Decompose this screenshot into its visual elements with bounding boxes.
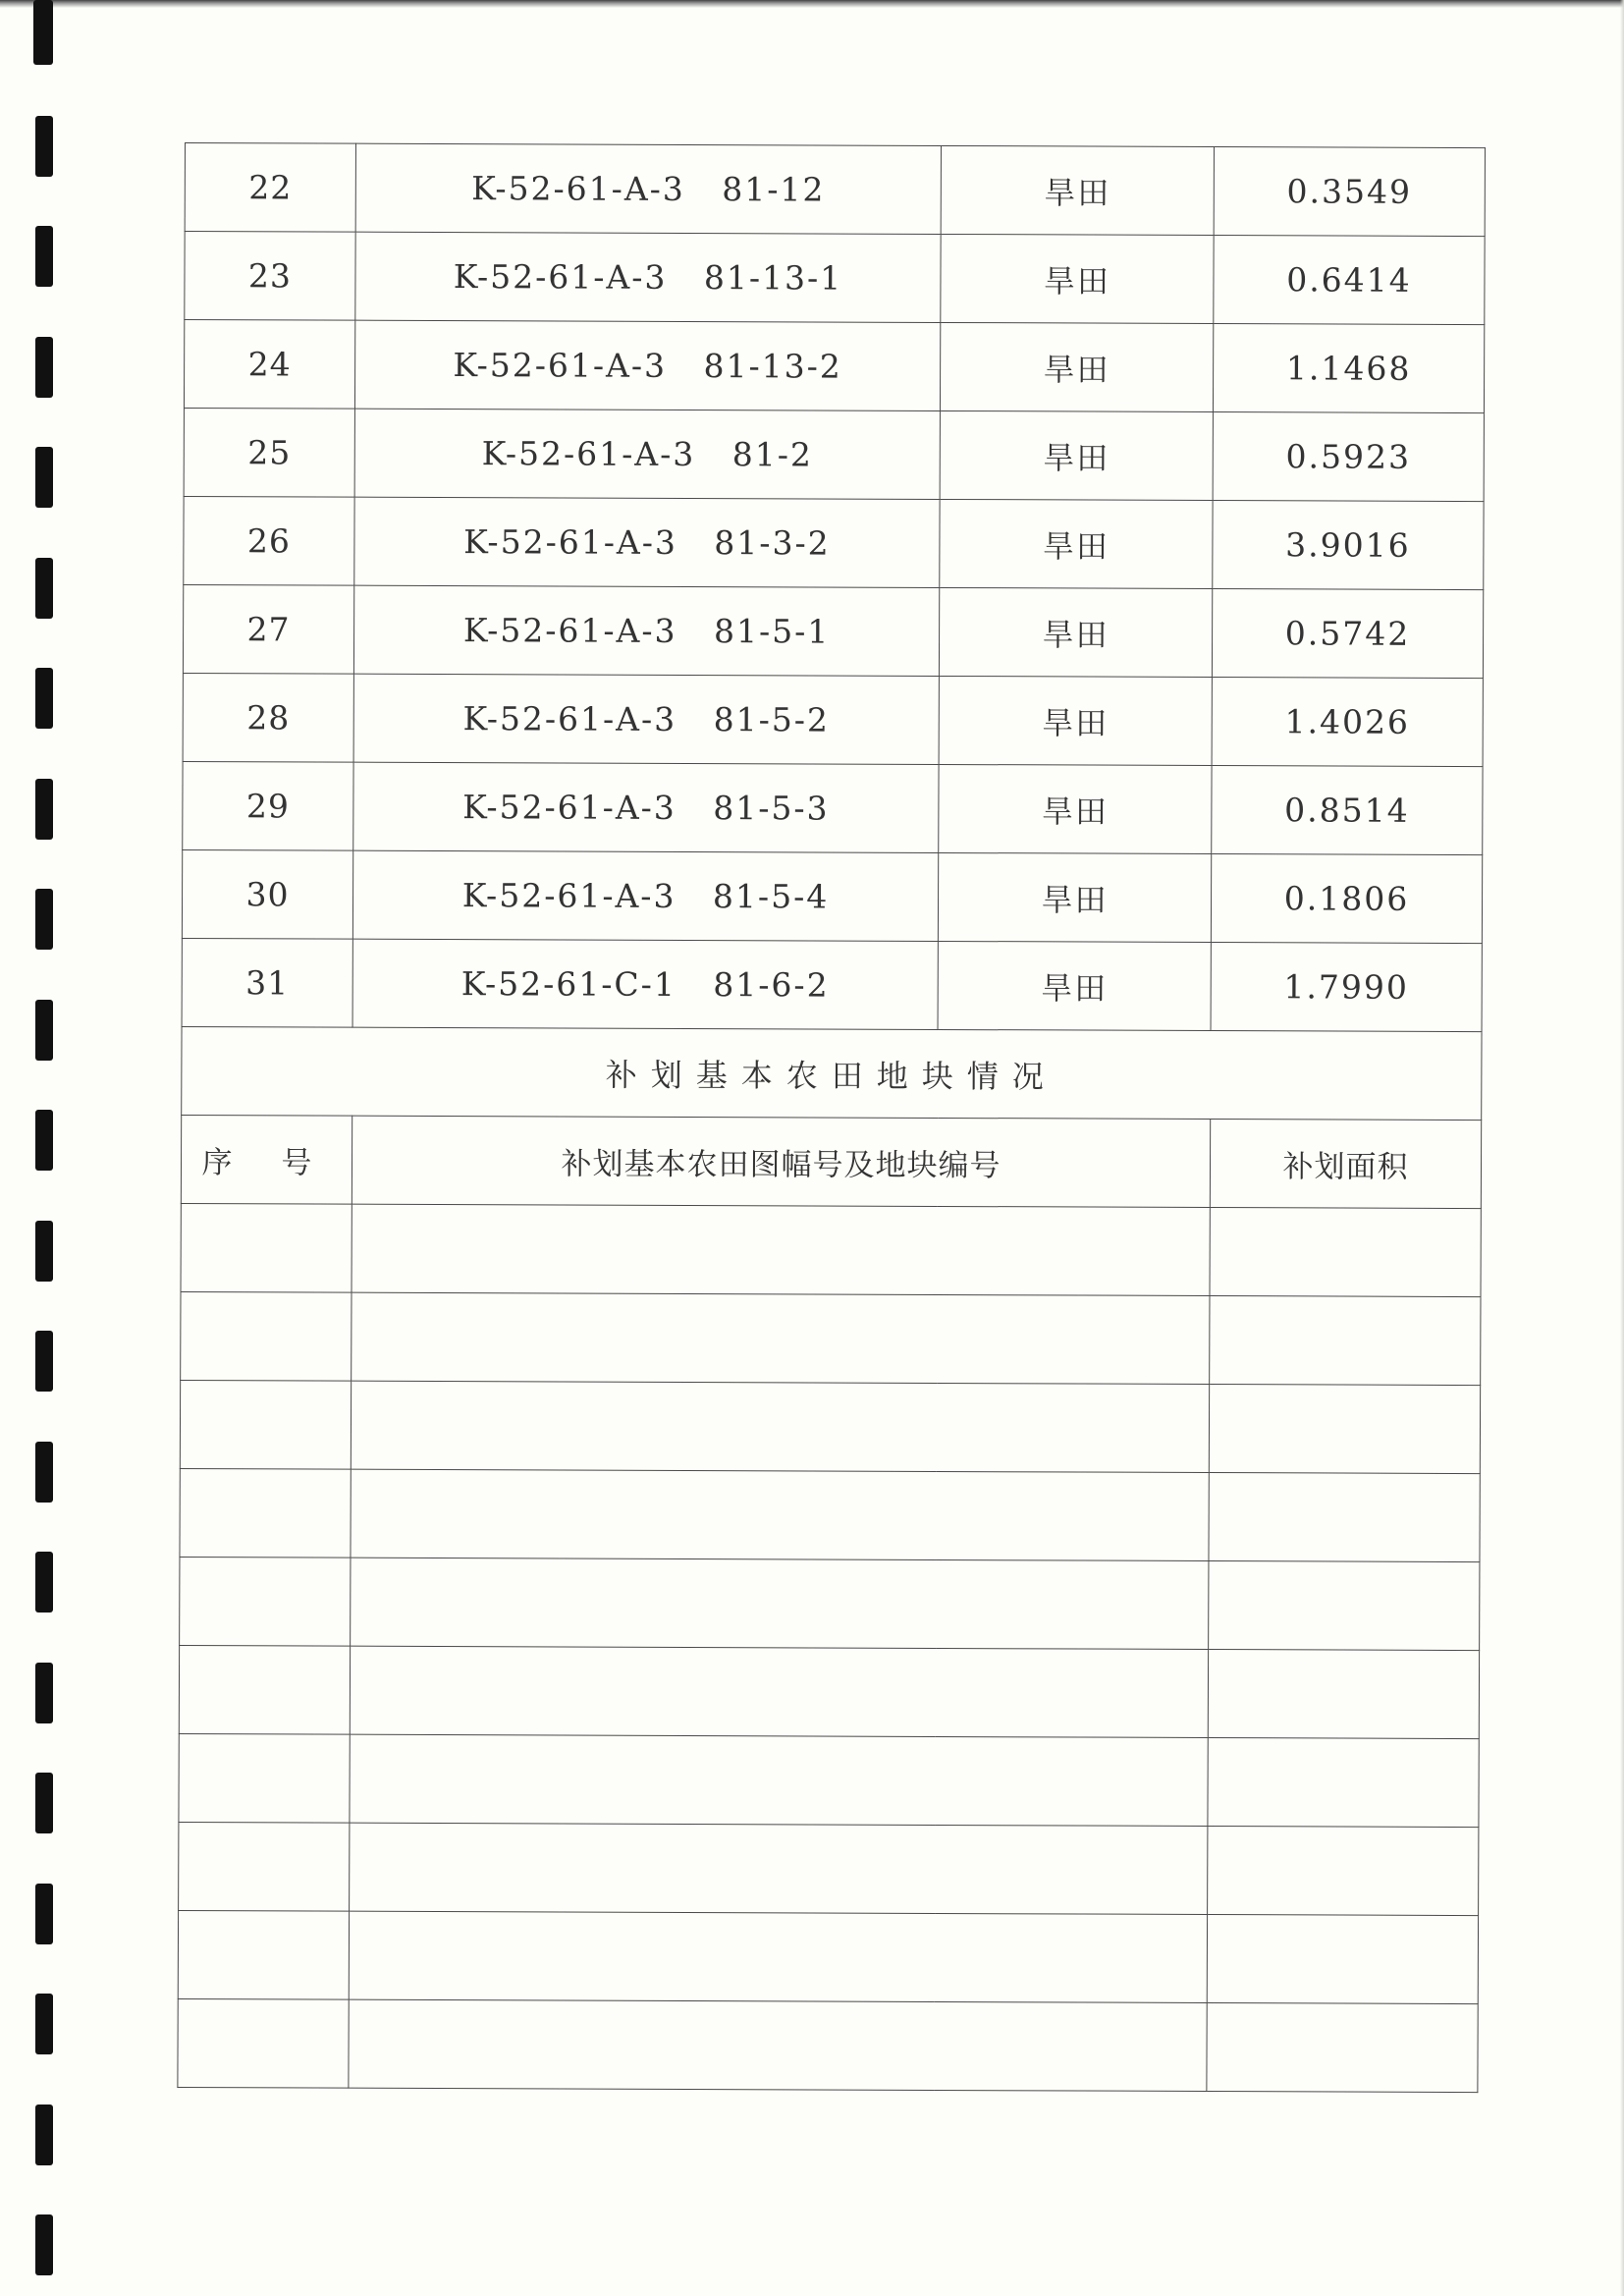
table-row: [182, 938, 1482, 1031]
page-top-edge-shadow: [0, 0, 1624, 8]
table-row: [184, 496, 1484, 589]
land-type-cell: 旱田: [941, 234, 1214, 323]
blank-cell: [1209, 1385, 1480, 1474]
header-plot-number: 补划基本农田图幅号及地块编号: [352, 1116, 1210, 1207]
blank-row: [178, 1910, 1478, 2003]
land-type-cell: 旱田: [939, 676, 1212, 765]
binding-hole: [35, 337, 53, 398]
blank-cell: [1209, 1473, 1480, 1562]
area-cell: 0.3549: [1214, 147, 1485, 237]
area-cell: 3.9016: [1213, 501, 1484, 590]
table-row: [184, 408, 1484, 501]
table-row: [184, 320, 1484, 413]
blank-cell: [350, 1823, 1208, 1914]
seq-cell: 31: [182, 938, 352, 1027]
blank-cell: [179, 1645, 350, 1734]
seq-cell: 28: [183, 673, 353, 762]
land-type-cell: 旱田: [938, 852, 1211, 942]
blank-cell: [349, 1911, 1207, 2002]
binding-hole: [35, 668, 53, 729]
blank-row: [180, 1380, 1480, 1473]
binding-hole: [35, 1110, 53, 1171]
area-cell: 0.6414: [1214, 236, 1485, 325]
binding-hole: [35, 1884, 53, 1944]
plot-number-cell: K-52-61-A-3 81-12: [355, 143, 941, 234]
header-area: 补划面积: [1210, 1120, 1481, 1209]
land-plot-table: [177, 142, 1486, 2093]
blank-row: [179, 1645, 1479, 1738]
plot-number-cell: K-52-61-A-3 81-13-1: [355, 232, 941, 322]
blank-cell: [178, 1998, 349, 2088]
binding-hole: [35, 447, 53, 508]
blank-cell: [179, 1733, 350, 1823]
plot-number-cell: K-52-61-A-3 81-5-1: [353, 585, 939, 676]
area-cell: 1.1468: [1213, 324, 1484, 413]
binding-hole: [35, 1442, 53, 1503]
seq-cell: 25: [184, 408, 354, 497]
binding-hole: [35, 1000, 53, 1061]
blank-row: [180, 1468, 1480, 1561]
land-type-cell: 旱田: [941, 145, 1214, 235]
blank-cell: [181, 1203, 352, 1292]
plot-number-cell: K-52-61-A-3 81-13-2: [354, 320, 940, 410]
blank-cell: [351, 1381, 1209, 1472]
section-title-row: [182, 1026, 1482, 1120]
seq-cell: 22: [185, 143, 355, 233]
area-cell: 1.7990: [1211, 943, 1482, 1032]
land-type-cell: 旱田: [939, 587, 1212, 677]
table-row: [185, 143, 1485, 237]
plot-number-cell: K-52-61-A-3 81-5-3: [353, 762, 939, 852]
blank-cell: [349, 1999, 1207, 2091]
blank-cell: [1208, 1738, 1479, 1828]
seq-cell: 26: [184, 496, 354, 585]
blank-cell: [1210, 1296, 1481, 1386]
blank-cell: [1208, 1827, 1479, 1916]
blank-cell: [1210, 1208, 1481, 1297]
seq-cell: 30: [182, 849, 352, 939]
section-title: 补划基本农田地块情况: [182, 1026, 1482, 1120]
page-right-edge-shadow: [1620, 0, 1624, 2296]
binding-hole: [35, 889, 53, 950]
seq-cell: 27: [183, 584, 353, 674]
plot-number-cell: K-52-61-A-3 81-2: [354, 409, 940, 499]
area-cell: 0.5742: [1212, 589, 1483, 679]
plot-number-cell: K-52-61-A-3 81-3-2: [354, 497, 940, 587]
blank-row: [179, 1822, 1479, 1915]
blank-cell: [350, 1646, 1208, 1737]
blank-row: [181, 1203, 1481, 1296]
blank-cell: [351, 1558, 1209, 1649]
land-type-cell: 旱田: [940, 499, 1213, 588]
binding-hole: [35, 1552, 53, 1613]
blank-cell: [350, 1734, 1208, 1826]
blank-cell: [1207, 1915, 1478, 2004]
table-row: [183, 761, 1483, 854]
blank-row: [179, 1733, 1479, 1827]
plot-number-cell: K-52-61-A-3 81-5-2: [353, 674, 939, 764]
area-cell: 0.8514: [1212, 766, 1483, 855]
blank-row: [180, 1557, 1480, 1650]
blank-cell: [180, 1468, 351, 1558]
binding-hole: [35, 1331, 53, 1392]
table-row: [183, 584, 1483, 678]
binding-hole: [35, 1221, 53, 1282]
binding-hole: [35, 558, 53, 619]
binding-hole: [35, 2214, 53, 2275]
binding-hole: [35, 226, 53, 287]
area-cell: 0.5923: [1213, 412, 1484, 502]
table-row: [183, 673, 1483, 766]
blank-cell: [352, 1292, 1210, 1384]
blank-cell: [1207, 2003, 1478, 2093]
land-type-cell: 旱田: [940, 410, 1213, 500]
blank-cell: [181, 1291, 352, 1381]
binding-hole: [35, 116, 53, 177]
header-seq: 序 号: [181, 1115, 352, 1204]
binding-hole: [35, 2105, 53, 2165]
blank-cell: [180, 1380, 351, 1469]
seq-cell: 24: [184, 320, 354, 410]
area-cell: 1.4026: [1212, 678, 1483, 767]
blank-cell: [1208, 1650, 1479, 1739]
blank-cell: [1209, 1561, 1480, 1651]
blank-cell: [351, 1469, 1209, 1560]
land-type-cell: 旱田: [939, 764, 1212, 853]
header-row: [181, 1115, 1481, 1208]
blank-cell: [178, 1910, 349, 1999]
land-type-cell: 旱田: [940, 322, 1213, 411]
blank-row: [181, 1291, 1481, 1385]
binding-hole: [35, 1663, 53, 1723]
plot-number-cell: K-52-61-A-3 81-5-4: [352, 850, 938, 941]
land-type-cell: 旱田: [938, 941, 1211, 1030]
blank-cell: [352, 1204, 1210, 1295]
plot-number-cell: K-52-61-C-1 81-6-2: [352, 939, 938, 1029]
binding-hole: [35, 779, 53, 840]
blank-cell: [179, 1822, 350, 1911]
table-row: [182, 849, 1482, 943]
binding-hole: [35, 1994, 53, 2054]
seq-cell: 29: [183, 761, 353, 850]
blank-row: [178, 1998, 1478, 2092]
table-row: [185, 232, 1485, 325]
binding-hole: [35, 1773, 53, 1833]
seq-cell: 23: [185, 232, 355, 321]
binding-hole: [33, 0, 53, 65]
blank-cell: [180, 1557, 351, 1646]
area-cell: 0.1806: [1211, 854, 1482, 944]
binding-holes: [0, 0, 98, 2296]
